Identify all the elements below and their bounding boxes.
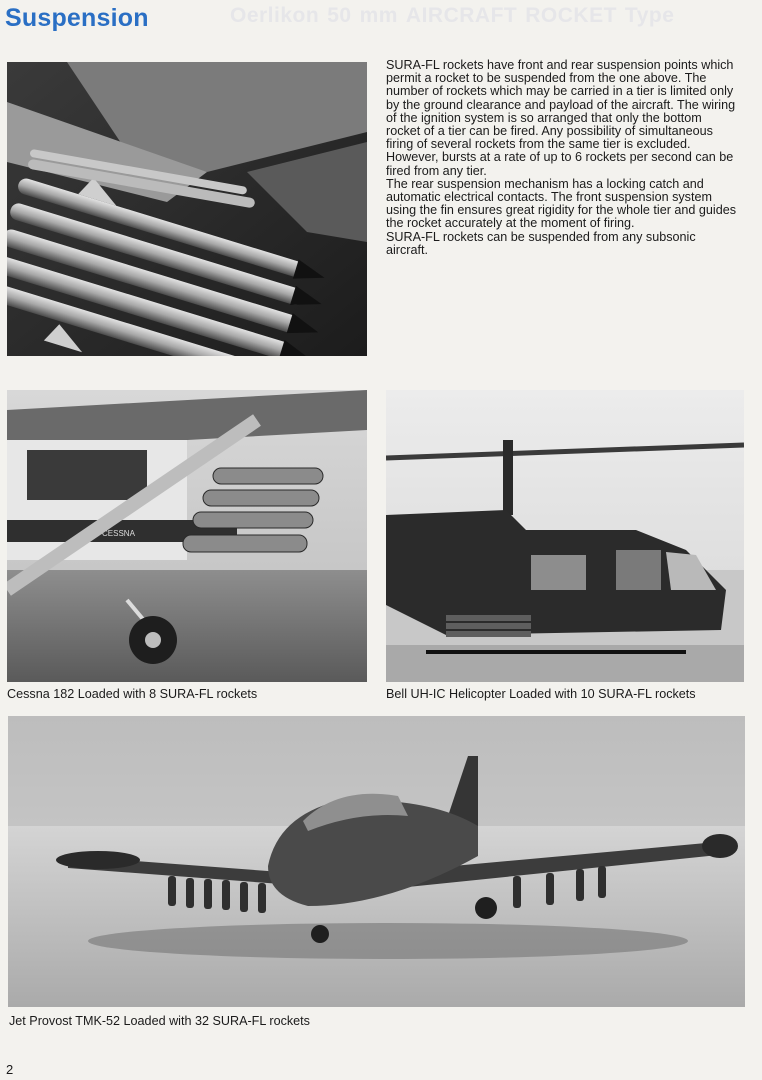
paragraph-rear-suspension: The rear suspension mechanism has a locking catch and automatic electrical contacts. The front suspension system using the fin ensures great rigidity for the whole tier and guides the rocket accurately at the moment of firing. [386, 176, 737, 231]
jet-provost-photo [8, 716, 745, 1007]
bell-helicopter-photo [386, 390, 744, 682]
paragraph-suspension-points: SURA-FL rockets have front and rear suspension points which permit a rocket to be suspended from the one above. The number of rockets which may be carried in a tier is limited only by the ground clearance and payload of the aircraft. The wiring of the ignition system is so arranged that only the bottom rocket of a tier can be fired. Any possibility of simultaneous firing of several rockets from the same tier is excluded. However, bursts at a rate of up to 6 rockets per second can be fired from any tier. [386, 58, 736, 178]
section-title: Suspension [5, 4, 149, 32]
description-text [386, 59, 738, 257]
rocket-stack-photo [7, 62, 367, 356]
page-number: 2 [6, 1062, 14, 1077]
cessna-fuselage-lettering: CESSNA [102, 529, 135, 538]
jet-provost-caption: Jet Provost TMK-52 Loaded with 32 SURA-FL rockets [9, 1014, 310, 1028]
faded-header-text: Oerlikon 50 mm AIRCRAFT ROCKET Type [230, 4, 675, 27]
paragraph-subsonic-aircraft: SURA-FL rockets can be suspended from any subsonic aircraft. [386, 229, 696, 257]
cessna-caption: Cessna 182 Loaded with 8 SURA-FL rockets [7, 687, 258, 701]
cessna-photo [7, 390, 367, 682]
bell-caption: Bell UH-IC Helicopter Loaded with 10 SURA-FL rockets [386, 687, 696, 701]
